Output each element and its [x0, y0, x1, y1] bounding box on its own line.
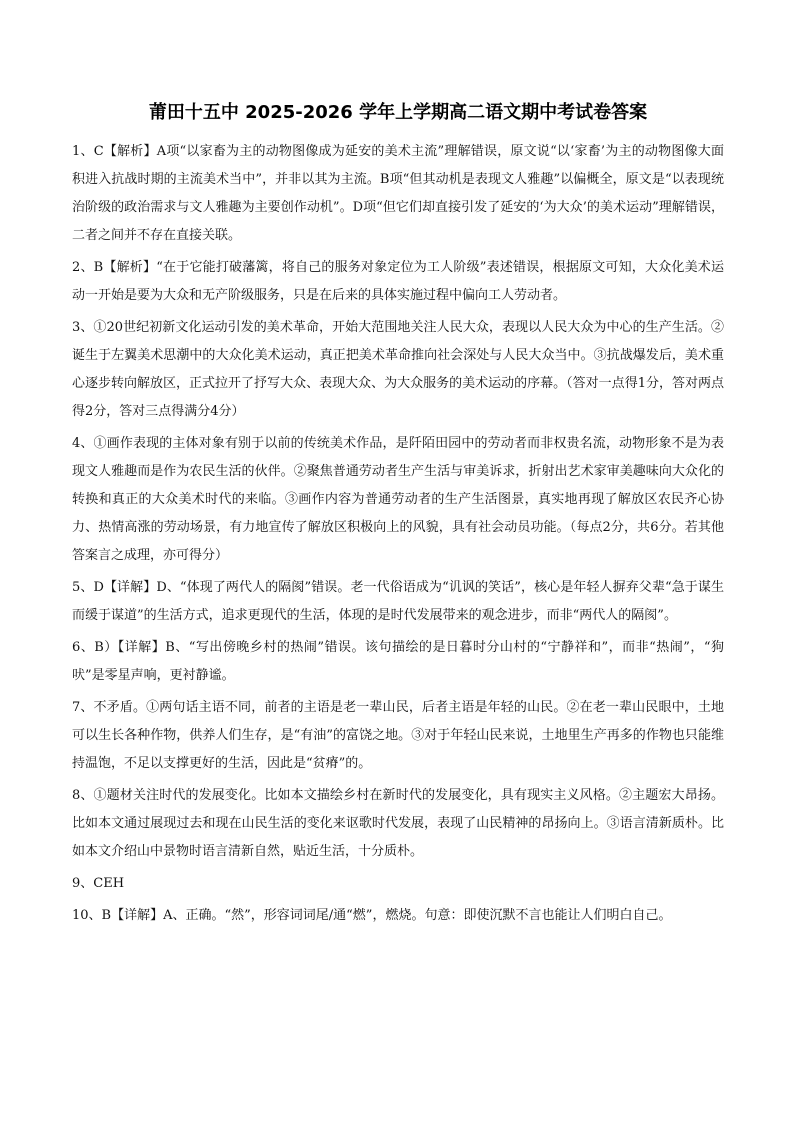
answer-10: 10、B【详解】A、正确。“然”，形容词词尾/通“燃”，燃烧。句意：即使沉默不言也能让人们明白自己。	[72, 908, 672, 923]
page-title: 莆田十五中 2025-2026 学年上学期高二语文期中考试卷答案	[148, 102, 648, 123]
answer-4: 4、①画作表现的主体对象有别于以前的传统美术作品，是阡陌田园中的劳动者而非权贵名流，动物形象不是为表现文人雅趣而是作为农民生活的伙伴。②聚焦普通劳动者生产生活与审美诉求，折射出艺术家审美趣味向大众化的转换和真正的大众美术时代的来临。③画作内容为普通劳动者的生产生活图景，真实地再现了解放区农民齐心协力、热情高涨的劳动场景，有力地宣传了解放区积极向上的风貌，具有社会动员功能。（每点2分，共6分。若其他答案言之成理，亦可得分）	[72, 436, 724, 563]
answer-sheet	[72, 96, 724, 934]
answer-7: 7、不矛盾。①两句话主语不同，前者的主语是老一辈山民，后者主语是年轻的山民。②在老一辈山民眼中，土地可以生长各种作物，供养人们生存，是“有油”的富饶之地。③对于年轻山民来说，土地里生产再多的作物也只能维持温饱，不足以支撑更好的生活，因此是“贫瘠”的。	[72, 700, 724, 771]
answer-9: 9、CEH	[72, 876, 125, 891]
answer-2: 2、B【解析】“在于它能打破藩篱，将自己的服务对象定位为工人阶级”表述错误，根据原文可知，大众化美术运动一开始是要为大众和无产阶级服务，只是在后来的具体实施过程中偏向工人劳动者。	[72, 260, 724, 303]
answer-1: 1、C【解析】A项“以家畜为主的动物图像成为延安的美术主流”理解错误，原文说“以‘家畜’为主的动物图像大面积进入抗战时期的主流美术当中”，并非以其为主流。B项“但其动机是表现文人雅趣”以偏概全，原文是“以表现统治阶级的政治需求与文人雅趣为主要创作动机”。D项“但它们却直接引发了延安的‘为大众’的美术运动”理解错误，二者之间并不存在直接关联。	[72, 144, 724, 243]
answer-5: 5、D【详解】D、“体现了两代人的隔阂”错误。老一代俗语成为“讥讽的笑话”，核心是年轻人摒弃父辈“急于谋生而缓于谋道”的生活方式，追求更现代的生活，体现的是时代发展带来的观念进步，而非“两代人的隔阂”。	[72, 580, 724, 623]
answer-8: 8、①题材关注时代的发展变化。比如本文描绘乡村在新时代的发展变化，具有现实主义风格。②主题宏大昂扬。比如本文通过展现过去和现在山民生活的变化来讴歌时代发展，表现了山民精神的昂扬向上。③语言清新质朴。比如本文介绍山中景物时语言清新自然，贴近生活，十分质朴。	[72, 788, 724, 859]
answer-6: 6、B）【详解】B、“写出傍晚乡村的热闹”错误。该句描绘的是日暮时分山村的“宁静祥和”，而非“热闹”，“狗吠”是零星声响，更衬静谧。	[72, 640, 724, 683]
answer-3: 3、①20世纪初新文化运动引发的美术革命，开始大范围地关注人民大众，表现以人民大众为中心的生产生活。②诞生于左翼美术思潮中的大众化美术运动，真正把美术革命推向社会深处与人民大众当中。③抗战爆发后，美术重心逐步转向解放区，正式拉开了抒写大众、表现大众、为大众服务的美术运动的序幕。（答对一点得1分，答对两点得2分，答对三点得满分4分）	[72, 320, 724, 419]
